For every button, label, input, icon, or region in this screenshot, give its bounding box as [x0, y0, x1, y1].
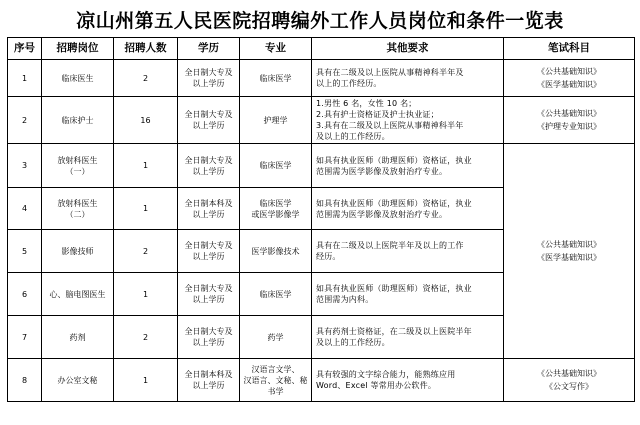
- cell-no: 8: [8, 359, 42, 402]
- cell-major: 临床医学: [240, 60, 312, 97]
- cell-requirements: 如具有执业医师（助理医师）资格证，执业 范围需为内科。: [312, 273, 504, 316]
- cell-count: 2: [114, 60, 178, 97]
- exam-subject: 《护理专业知识》: [537, 122, 601, 131]
- cell-exam: [504, 97, 635, 144]
- table-row: [8, 97, 635, 144]
- cell-major: 护理学: [240, 97, 312, 144]
- cell-no: 1: [8, 60, 42, 97]
- cell-position: 临床医生: [42, 60, 114, 97]
- recruitment-table: [7, 37, 635, 402]
- page-title: 凉山州第五人民医院招聘编外工作人员岗位和条件一览表: [76, 10, 564, 32]
- cell-education: 全日制大专及 以上学历: [178, 144, 240, 188]
- exam-subject: 《公共基础知识》: [537, 369, 601, 378]
- table-header-row: [8, 38, 635, 60]
- cell-no: 5: [8, 230, 42, 273]
- cell-requirements: 具有较强的文字综合能力，能熟练应用 Word、Excel 等常用办公软件。: [312, 359, 504, 402]
- exam-subject: 《公共基础知识》: [537, 109, 601, 118]
- cell-count: 1: [114, 273, 178, 316]
- header-requirements: 其他要求: [312, 38, 504, 60]
- cell-exam: [504, 60, 635, 97]
- cell-education: 全日制大专及 以上学历: [178, 97, 240, 144]
- cell-requirements: 如具有执业医师（助理医师）资格证，执业 范围需为医学影像及放射治疗专业。: [312, 188, 504, 230]
- cell-education: 全日制大专及 以上学历: [178, 273, 240, 316]
- cell-exam: [504, 359, 635, 402]
- cell-education: 全日制本科及 以上学历: [178, 188, 240, 230]
- cell-major: 药学: [240, 316, 312, 359]
- cell-exam-merged: [504, 144, 635, 359]
- cell-requirements: 具有在二级及以上医院从事精神科半年及 以上的工作经历。: [312, 60, 504, 97]
- cell-major: 汉语言文学、 汉语言、文秘、秘 书学: [240, 359, 312, 402]
- header-count: 招聘人数: [114, 38, 178, 60]
- header-no: 序号: [8, 38, 42, 60]
- header-major: 专业: [240, 38, 312, 60]
- cell-education: 全日制本科及 以上学历: [178, 359, 240, 402]
- cell-no: 6: [8, 273, 42, 316]
- cell-no: 2: [8, 97, 42, 144]
- cell-no: 7: [8, 316, 42, 359]
- cell-requirements: 具有在二级及以上医院半年及以上的工作 经历。: [312, 230, 504, 273]
- table-row: [8, 144, 635, 188]
- cell-count: 2: [114, 316, 178, 359]
- cell-position: 药剂: [42, 316, 114, 359]
- cell-position: 放射科医生 （一）: [42, 144, 114, 188]
- exam-subject: 《医学基础知识》: [537, 253, 601, 262]
- cell-position: 影像技师: [42, 230, 114, 273]
- cell-education: 全日制大专及 以上学历: [178, 230, 240, 273]
- exam-subject: 《公文写作》: [545, 382, 593, 391]
- exam-subject: 《医学基础知识》: [537, 80, 601, 89]
- header-exam: 笔试科目: [504, 38, 635, 60]
- exam-subject: 《公共基础知识》: [537, 67, 601, 76]
- cell-major: 临床医学: [240, 144, 312, 188]
- cell-position: 办公室文秘: [42, 359, 114, 402]
- cell-no: 3: [8, 144, 42, 188]
- cell-count: 16: [114, 97, 178, 144]
- table-row: [8, 359, 635, 402]
- header-education: 学历: [178, 38, 240, 60]
- cell-position: 放射科医生 （二）: [42, 188, 114, 230]
- cell-education: 全日制大专及 以上学历: [178, 60, 240, 97]
- cell-count: 1: [114, 188, 178, 230]
- cell-no: 4: [8, 188, 42, 230]
- cell-major: 医学影像技术: [240, 230, 312, 273]
- cell-education: 全日制大专及 以上学历: [178, 316, 240, 359]
- cell-requirements: 1.男性 6 名，女性 10 名； 2.具有护士资格证及护士执业证； 3.具有在二级及以上医院从事精神科半年 及以上的工作经历。: [312, 97, 504, 144]
- cell-requirements: 具有药剂士资格证，在二级及以上医院半年 及以上的工作经历。: [312, 316, 504, 359]
- cell-requirements: 如具有执业医师（助理医师）资格证，执业 范围需为医学影像及放射治疗专业。: [312, 144, 504, 188]
- cell-major: 临床医学: [240, 273, 312, 316]
- cell-count: 1: [114, 359, 178, 402]
- cell-major: 临床医学 或医学影像学: [240, 188, 312, 230]
- cell-count: 1: [114, 144, 178, 188]
- table-row: [8, 60, 635, 97]
- header-position: 招聘岗位: [42, 38, 114, 60]
- cell-position: 临床护士: [42, 97, 114, 144]
- exam-subject: 《公共基础知识》: [537, 240, 601, 249]
- cell-position: 心、脑电图医生: [42, 273, 114, 316]
- cell-count: 2: [114, 230, 178, 273]
